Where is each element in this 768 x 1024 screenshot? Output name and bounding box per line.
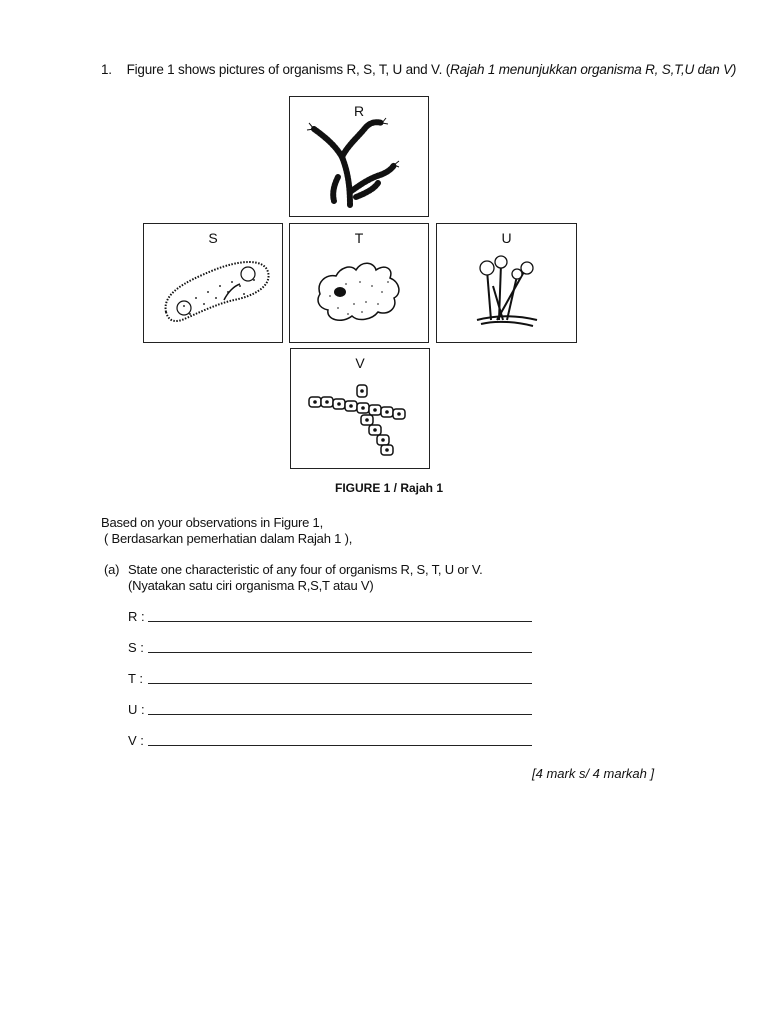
organism-box-u [436, 223, 577, 343]
part-a-text-en: State one characteristic of any four of organisms R, S, T, U or V. [128, 562, 483, 577]
answer-line-t[interactable] [148, 683, 532, 684]
answer-label-v: V : [128, 733, 144, 748]
question-text-malay: Rajah 1 menunjukkan organisma R, S,T,U dan V) [450, 62, 737, 77]
question-number: 1. [101, 62, 112, 77]
hydra-illustration [290, 97, 428, 216]
filament-illustration [291, 349, 429, 468]
organism-label-t: T [354, 230, 364, 246]
organism-box-s [143, 223, 283, 343]
organism-label-u: U [501, 230, 512, 246]
answer-line-u[interactable] [148, 714, 532, 715]
organism-box-r [289, 96, 429, 217]
answer-line-r[interactable] [148, 621, 532, 622]
part-a-text-malay: (Nyatakan satu ciri organisma R,S,T atau V) [128, 578, 374, 593]
paramecium-illustration [144, 224, 282, 342]
answer-line-v[interactable] [148, 745, 532, 746]
answer-label-t: T : [128, 671, 143, 686]
mould-illustration [437, 224, 576, 342]
organism-box-v [290, 348, 430, 469]
figure-caption: FIGURE 1 / Rajah 1 [334, 481, 444, 495]
intro-line-1: Based on your observations in Figure 1, [101, 515, 323, 530]
answer-label-s: S : [128, 640, 144, 655]
marks-label: [4 mark s/ 4 markah ] [532, 766, 655, 781]
organism-box-t [289, 223, 429, 343]
answer-label-u: U : [128, 702, 145, 717]
organism-label-r: R [353, 103, 365, 119]
answer-label-r: R : [128, 609, 145, 624]
answer-line-s[interactable] [148, 652, 532, 653]
question-title [101, 62, 736, 77]
question-text-en: Figure 1 shows pictures of organisms R, S, T, U and V. ( [126, 62, 451, 77]
part-a-label: (a) [104, 562, 120, 577]
amoeba-illustration [290, 224, 428, 342]
intro-line-2: ( Berdasarkan pemerhatian dalam Rajah 1 ), [104, 531, 353, 546]
organism-label-s: S [208, 230, 218, 246]
organism-label-v: V [355, 355, 365, 371]
